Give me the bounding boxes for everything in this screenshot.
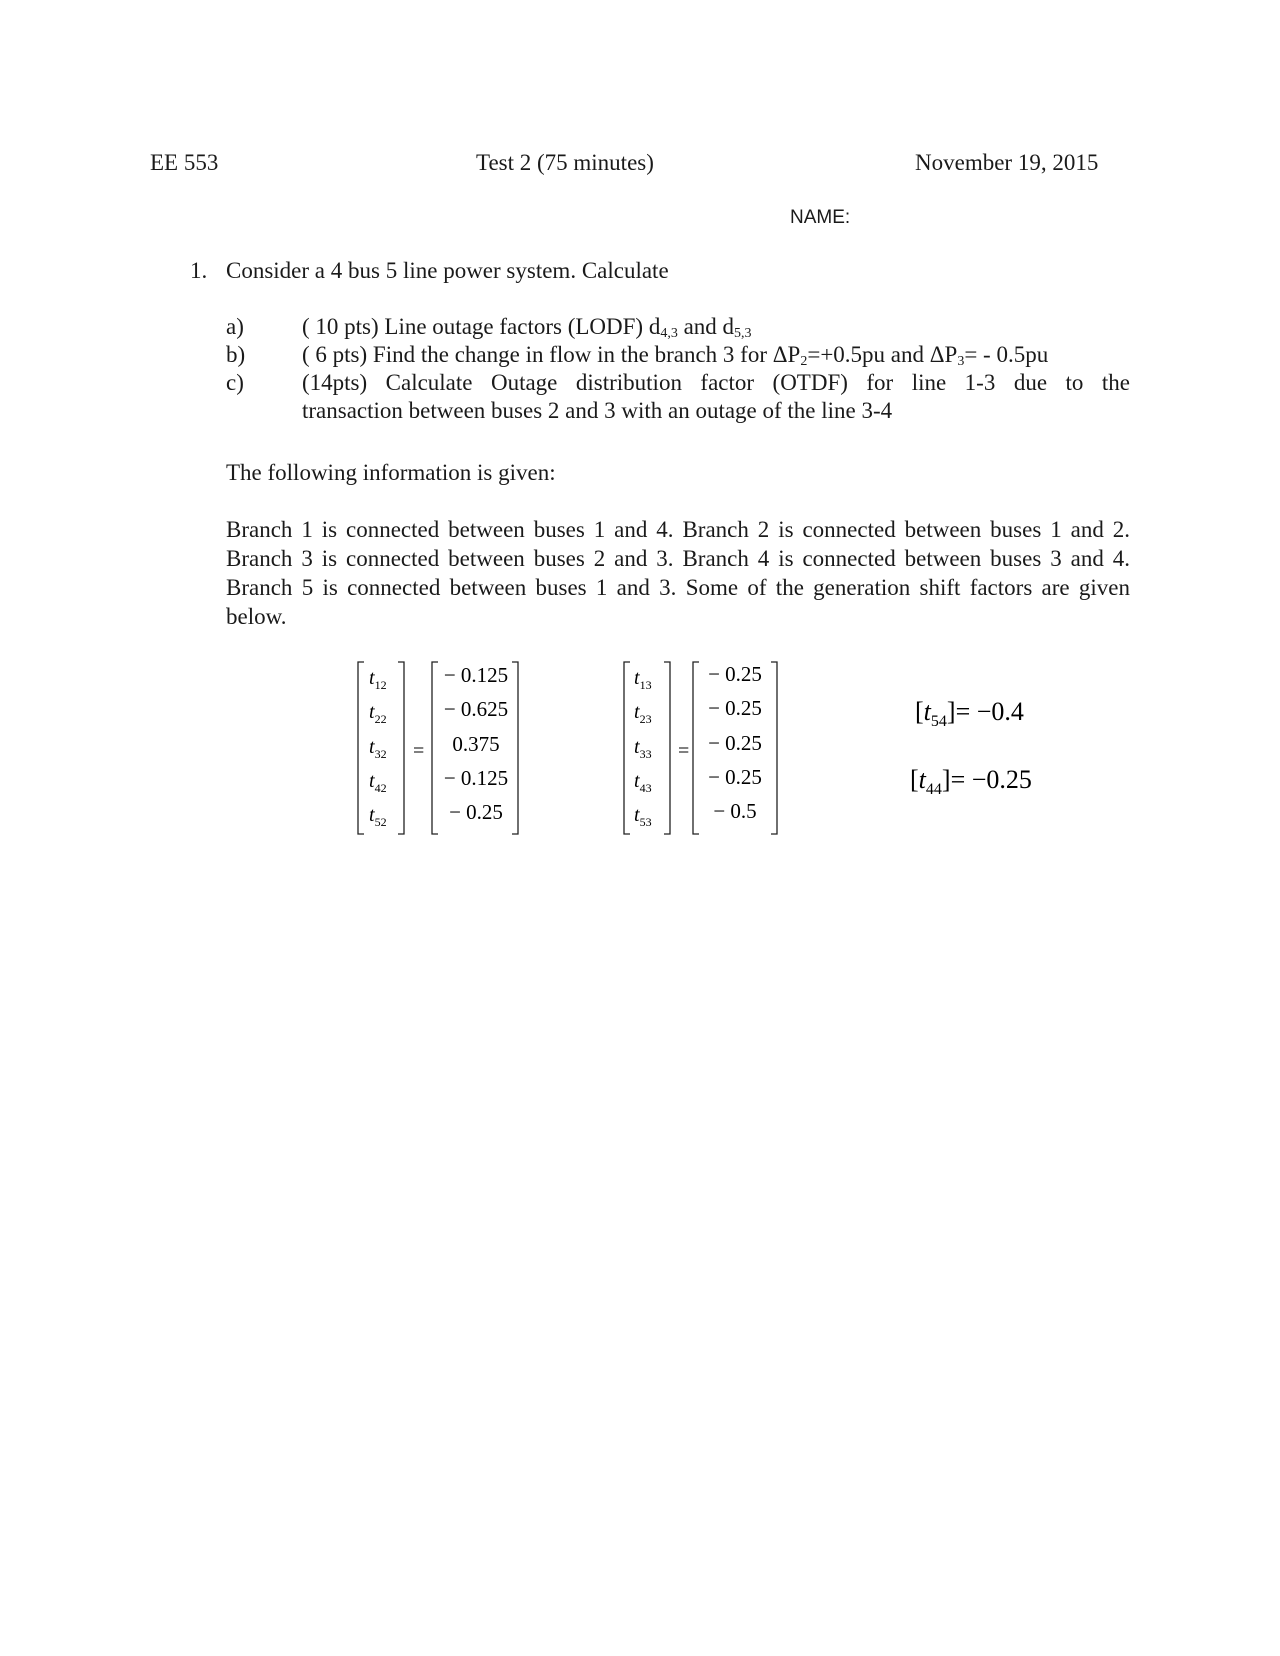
matrix-2-var-53: $t_{53}$ [634, 804, 652, 829]
matrix-1-val-right-bracket [512, 662, 518, 834]
matrix-1-value: − 0.125 [443, 663, 509, 687]
matrix-1-equals: = [413, 740, 425, 762]
scalar-t54: $[t_{54}]= -0.4$ [915, 697, 1024, 730]
matrix-2-var-33: $t_{33}$ [634, 736, 652, 761]
shift-factor-equations [340, 650, 1140, 850]
matrix-1 [358, 662, 518, 834]
part-a [0, 314, 1280, 344]
subscript: 5,3 [734, 326, 752, 341]
part-c [0, 370, 1280, 430]
matrix-2-equals: = [678, 740, 690, 762]
part-b-text-post: = - 0.5pu [964, 342, 1049, 367]
part-b [0, 342, 1280, 372]
part-b-text-mid: =+0.5pu and ΔP [807, 342, 958, 367]
matrix-1-var-32: $t_{32}$ [369, 736, 387, 761]
matrix-2-value: − 0.25 [708, 662, 762, 686]
matrix-2-val-left-bracket [693, 662, 699, 834]
matrix-2-var-23: $t_{23}$ [634, 701, 652, 726]
scalar-factors [910, 697, 1032, 798]
matrix-2-var-left-bracket [624, 662, 630, 834]
matrix-1-var-52: $t_{52}$ [369, 804, 387, 829]
part-label: b) [226, 342, 246, 367]
matrix-2-val-right-bracket [771, 662, 777, 834]
branch-info-paragraph: Branch 1 is connected between buses 1 and 4. Branch 2 is connected between buses 1 and 2. Branch 3 is connected between buses 2 and 3. Branch 4 is connected between buses 3 and 4. Branch 5 is connected between buses 1 and 3. Some of the generation shift factors are given below. [226, 517, 1130, 629]
matrix-1-value: − 0.125 [443, 766, 509, 790]
part-label: a) [226, 314, 244, 339]
course-code: EE 553 [150, 150, 219, 175]
part-text [302, 342, 1048, 370]
test-title: Test 2 (75 minutes) [476, 150, 654, 175]
matrix-2-var-13: $t_{13}$ [634, 667, 652, 692]
matrix-2-var-43: $t_{43}$ [634, 770, 652, 795]
part-b-text-pre: ( 6 pts) Find the change in flow in the branch 3 for ΔP [302, 342, 801, 367]
matrix-1-val-left-bracket [432, 662, 438, 834]
part-c-line-2: transaction between buses 2 and 3 with an outage of the line 3-4 [302, 398, 893, 423]
matrix-1-value: − 0.25 [449, 800, 503, 824]
part-c-line-1: (14pts) Calculate Outage distribution factor (OTDF) for line 1-3 due to the [302, 370, 1130, 395]
name-label: NAME: [790, 207, 851, 228]
matrix-2-value: − 0.25 [708, 765, 762, 789]
question-text: Consider a 4 bus 5 line power system. Calculate [226, 258, 669, 283]
matrix-1-value: − 0.625 [443, 697, 509, 721]
subscript: 4,3 [660, 326, 678, 341]
matrix-2-value: − 0.5 [713, 799, 757, 823]
matrix-1-var-22: $t_{22}$ [369, 701, 387, 726]
matrix-1-var-right-bracket [398, 662, 404, 834]
part-a-text-pre: ( 10 pts) Line outage factors (LODF) d [302, 314, 661, 339]
matrix-2-value: − 0.25 [708, 731, 762, 755]
matrix-2 [624, 662, 777, 834]
scalar-t44: $[t_{44}]= -0.25$ [910, 765, 1032, 798]
part-label: c) [226, 370, 244, 395]
matrix-2-var-right-bracket [664, 662, 670, 834]
question-number: 1. [190, 258, 208, 283]
matrix-1-var-42: $t_{42}$ [369, 770, 387, 795]
matrix-1-var-12: $t_{12}$ [369, 667, 387, 692]
matrix-2-value: − 0.25 [708, 696, 762, 720]
subscript: 2 [800, 354, 808, 369]
part-text [302, 314, 752, 342]
given-label: The following information is given: [226, 460, 556, 485]
subscript: 3 [957, 354, 965, 369]
matrix-1-value: 0.375 [452, 732, 500, 756]
matrix-1-var-left-bracket [358, 662, 364, 834]
part-a-text-mid: and d [677, 314, 735, 339]
question-1 [0, 258, 1280, 288]
test-date: November 19, 2015 [915, 150, 1099, 175]
